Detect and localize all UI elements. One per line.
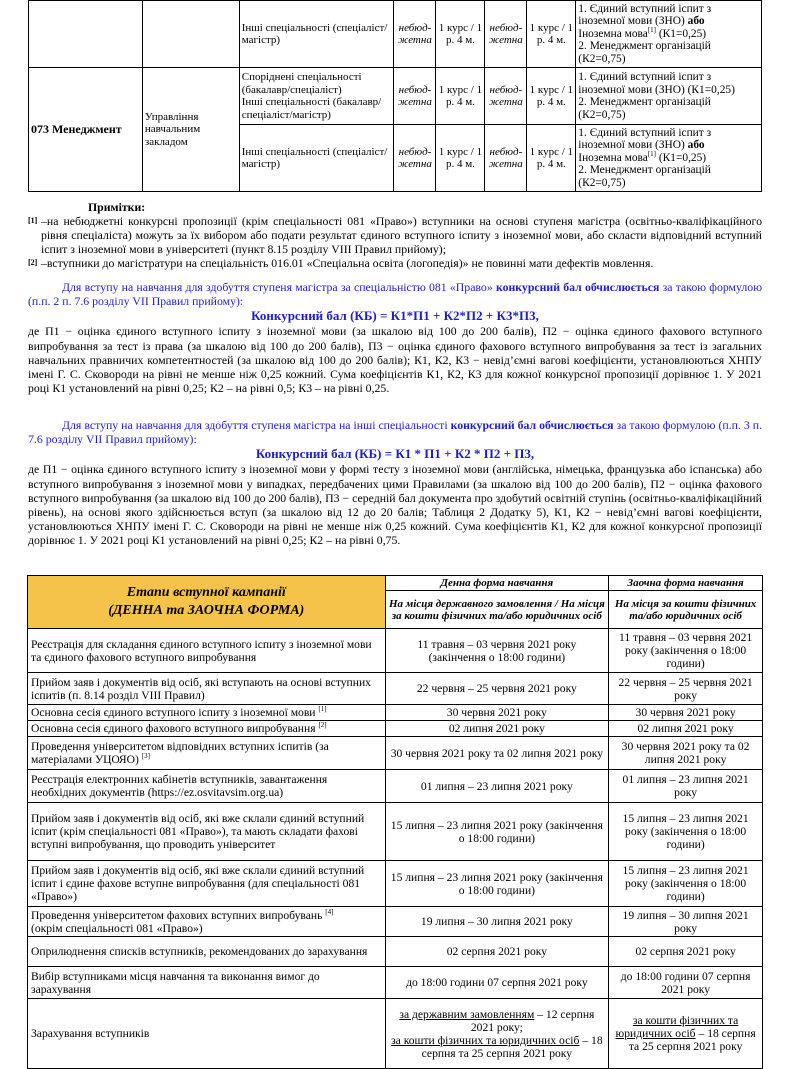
extramural-date — [609, 999, 763, 1069]
enroll-date: – 18 серпня та 25 серпня 2021 року — [421, 1033, 603, 1060]
req-text: 2. Менеджмент організацій (К2=0,75) — [578, 40, 711, 65]
stage-text: Проведення університетом фахових вступних випробувань — [31, 908, 326, 922]
empty-cell — [29, 1, 143, 68]
formula-description: де П1 − оцінка єдиного вступного іспиту з іноземної мови (за шкалою від 100 до 200 балів), П2 − оцінка єдиного фахового вступного випробування за тест із права (за шкалою від 100 до 200 балів), П3 − оцінка єдиного фахового вступного випробування за тест із загальних навчальних правничих компетентностей (за шкалою від 100 до 200 балів); К1, К2, К3 − невід’ємні вагові коефіцієнти, установлюються ХНПУ імені Г. С. Сковороди на рівні не менше ніж 0,25 кожний. Сума коефіцієнтів К1, К2, К3 для кожної конкурсної пропозиції дорівнює 1. У 2021 році К1 установлений на рівні 0,25; К2 – на рівні 0,5; К3 – на рівні 0,25. — [28, 324, 762, 396]
enroll-state: за державним замовленням — [399, 1007, 535, 1021]
extramural-date: 15 липня – 23 липня 2021 року (закінчення о 18:00 години) — [609, 861, 763, 907]
formula-description: де П1 − оцінка єдиного вступного іспиту з іноземної мови у формі тесту з іноземної мови (англійська, німецька, французька або іспанська) або вступного випробування з іноземної мови у випадках, передбачених цими Правилами (за шкалою від 100 до 200 балів), П2 − оцінка фахового вступного випробування (за шкалою від 100 до 200 балів), П3 − середній бал документа про здобутий освітній ступінь (освітньо-кваліфікаційний рівень), на основі якого здійснюється вступ (за шкалою від 12 до 20 балів; Таблиця 2 Додатку 5), К1, К2 − невід’ємні вагові коефіцієнти, установлюються ХНПУ імені Г. С. Сковороди на рівні не менше ніж 0,25 кожний. Сума коефіцієнтів К1, К2 для кожної конкурсної пропозиції дорівнює 1. У 2021 році К1 установлений на рівні 0,25; К2 – на рівні 0,75. — [28, 462, 762, 548]
table-row — [28, 629, 763, 673]
req-alt: Іноземна мова — [578, 151, 648, 164]
program-cell: Інші спеціальності (спеціаліст/магістр) — [239, 1, 394, 68]
requirements-cell — [576, 125, 762, 192]
empty-cell — [142, 1, 239, 68]
req-coef: (К1=0,25) — [656, 27, 707, 40]
day-date: 15 липня – 23 липня 2021 року (закінчення о 18:00 години) — [385, 861, 609, 907]
stage-label: Вибір вступниками місця навчання та виконання вимог до зарахування — [28, 967, 386, 999]
schedule-header-row — [28, 576, 763, 591]
program-cell: Інші спеціальності (спеціаліст/магістр) — [239, 125, 394, 192]
table-row — [28, 803, 763, 861]
requirements-cell — [576, 1, 762, 68]
req-text: 1. Єдиний вступний іспит з іноземної мови (ЗНО) (К1=0,25) — [578, 71, 735, 96]
notes-title: Примітки: — [88, 200, 146, 214]
formula-line: Конкурсний бал (КБ) = К1 * П1 + К2 * П2 + П3, — [255, 446, 535, 462]
budget-cell: небюд-жетна — [394, 125, 436, 192]
enroll-date: – 12 серпня 2021 року; — [470, 1007, 595, 1034]
enroll-private: за кошти фізичних та юридичних осіб — [615, 1014, 739, 1040]
admission-table — [28, 0, 762, 192]
table-row — [28, 937, 763, 967]
formula-section-other — [28, 418, 762, 548]
stage-label — [28, 737, 386, 770]
note-mark: [1] — [28, 216, 38, 225]
formula-intro — [28, 280, 762, 308]
footnote-ref: [2] — [318, 721, 327, 730]
enroll-private: за кошти фізичних та юридичних осіб — [391, 1033, 580, 1047]
intro-text: Для вступу на навчання для здобуття ступеня магістра за спеціальністю 081 «Право» — [62, 280, 493, 294]
stage-label: Реєстрація для складання єдиного вступного іспиту з іноземної мови та єдиного фахового вступного випробування — [28, 629, 386, 673]
notes-section — [28, 200, 762, 270]
term-cell: 1 курс / 1 р. 4 м. — [527, 125, 576, 192]
term-cell: 1 курс / 1 р. 4 м. — [436, 68, 485, 125]
budget-cell: небюд-жетна — [485, 125, 527, 192]
req-text: 1. Єдиний вступний іспит з іноземної мови (ЗНО) — [578, 126, 712, 152]
intro-text: за такою формулою (п.п. 3 п. 7.6 розділу VII Правил прийому): — [28, 418, 763, 447]
day-date: 15 липня – 23 липня 2021 року (закінчення о 18:00 години) — [385, 803, 609, 861]
req-coef: (К1=0,25) — [656, 151, 707, 164]
note-text: –на небюджетні конкурсні пропозиції (крім спеціальності 081 «Право») вступники на основі ступеня магістра (освітньо-кваліфікаційного рівня спеціаліста) можуть за їх вибором або подати результат єдиного вступного іспиту з іноземної мови, або скласти відповідний вступний іспит з іноземної мови в університеті (пункт 8.15 розділу VIII Правил прийому); — [41, 214, 762, 256]
stage-text: Основна сесія єдиного вступного іспиту з іноземної мови — [31, 706, 319, 719]
program-cell — [239, 68, 394, 125]
col-subheader-extramural: На місця за кошти фізичних та/або юридичних осіб — [609, 591, 763, 629]
intro-text: Для вступу на навчання для здобуття ступеня магістра на інші спеціальності — [62, 418, 448, 432]
program-name-cell: Управління навчальним закладом — [142, 68, 239, 192]
extramural-date: 11 травня – 03 червня 2021 року (закінчення о 18:00 години) — [609, 629, 763, 673]
budget-cell: небюд-жетна — [485, 68, 527, 125]
schedule-title: Етапи вступної кампанії — [126, 585, 286, 600]
intro-text: за такою формулою (п.п. 2 п. 7.6 розділу VII Правил прийому): — [28, 280, 763, 309]
schedule-table — [27, 575, 763, 1069]
footnote-ref: [1] — [647, 25, 657, 34]
req-text: 2. Менеджмент організацій (К2=0,75) — [578, 96, 711, 121]
stage-label: Прийом заяв і документів від осіб, які вже склали єдиний вступний іспит і єдине фахове вступне випробування (для спеціальності 081 «Право») — [28, 861, 386, 907]
col-header-day: Денна форма навчання — [385, 576, 609, 591]
extramural-date: 02 липня 2021 року — [609, 721, 763, 737]
table-row — [28, 861, 763, 907]
day-date: 22 червня – 25 червня 2021 року — [385, 673, 609, 705]
specialty-cell: 073 Менеджмент — [29, 68, 143, 192]
budget-cell: небюд-жетна — [394, 1, 436, 68]
stage-label — [28, 705, 386, 721]
schedule-title-cell — [28, 576, 386, 629]
day-date: 02 серпня 2021 року — [385, 937, 609, 967]
footnote-ref: [1] — [647, 149, 657, 158]
term-cell: 1 курс / 1 р. 4 м. — [436, 1, 485, 68]
table-row — [28, 999, 763, 1069]
req-text: 1. Єдиний вступний іспит з іноземної мови (ЗНО) — [578, 2, 712, 28]
term-cell: 1 курс / 1 р. 4 м. — [436, 125, 485, 192]
formula-intro — [28, 418, 762, 446]
schedule-subtitle: (ДЕННА та ЗАОЧНА ФОРМА) — [108, 603, 305, 618]
day-date: 11 травня – 03 червня 2021 року (закінчення о 18:00 години) — [385, 629, 609, 673]
table-row — [28, 705, 763, 721]
note-item — [28, 214, 762, 256]
table-row — [28, 721, 763, 737]
extramural-date: до 18:00 години 07 серпня 2021 року — [609, 967, 763, 999]
extramural-date: 15 липня – 23 липня 2021 року (закінчення о 18:00 години) — [609, 803, 763, 861]
intro-bold: конкурсний бал обчислюється — [495, 280, 660, 294]
table-row — [28, 737, 763, 770]
budget-cell: небюд-жетна — [485, 1, 527, 68]
table-row — [28, 907, 763, 937]
budget-cell: небюд-жетна — [394, 68, 436, 125]
note-item — [28, 256, 762, 270]
day-date: 02 липня 2021 року — [385, 721, 609, 737]
stage-text: Проведення університетом відповідних вступних іспитів (за матеріалами УЦОЯО) — [31, 740, 329, 766]
stage-text: Основна сесія єдиного фахового вступного випробування — [31, 722, 319, 735]
table-row — [28, 673, 763, 705]
col-subheader-day: На місця державного замовлення / На місця за кошти фізичних та/або юридичних осіб — [385, 591, 609, 629]
intro-bold: конкурсний бал обчислюється — [450, 418, 614, 432]
day-date: 01 липня – 23 липня 2021 року — [385, 770, 609, 803]
stage-label: Оприлюднення списків вступників, рекомендованих до зарахування — [28, 937, 386, 967]
program-line: Споріднені спеціальності (бакалавр/спеціаліст) — [241, 71, 362, 96]
extramural-date: 02 серпня 2021 року — [609, 937, 763, 967]
table-row — [28, 967, 763, 999]
stage-label — [28, 721, 386, 737]
col-header-extramural: Заочна форма навчання — [609, 576, 763, 591]
day-date: до 18:00 години 07 серпня 2021 року — [385, 967, 609, 999]
note-text: –вступники до магістратури на спеціальність 016.01 «Спеціальна освіта (логопедія)» не повинні мати дефектів мовлення. — [41, 256, 654, 270]
extramural-date: 30 червня 2021 року — [609, 705, 763, 721]
program-line: Інші спеціальності (бакалавр/спеціаліст/магістр) — [241, 96, 382, 121]
extramural-date: 19 липня – 30 липня 2021 року — [609, 907, 763, 937]
req-alt: Іноземна мова — [578, 27, 648, 40]
day-date: 30 червня 2021 року — [385, 705, 609, 721]
req-or: або — [687, 15, 705, 28]
footnote-ref: [3] — [141, 752, 150, 761]
stage-label — [28, 907, 386, 937]
footnote-ref: [4] — [325, 907, 334, 916]
req-text: 2. Менеджмент організацій (К2=0,75) — [578, 164, 711, 189]
footnote-ref: [1] — [318, 705, 327, 714]
term-cell: 1 курс / 1 р. 4 м. — [527, 1, 576, 68]
day-date: 19 липня – 30 липня 2021 року — [385, 907, 609, 937]
stage-label: Прийом заяв і документів від осіб, які вже склали єдиний вступний іспит (крім спеціальності 081 «Право»), та мають складати фахові вступні випробування, що проводить університет — [28, 803, 386, 861]
term-cell: 1 курс / 1 р. 4 м. — [527, 68, 576, 125]
day-date: 30 червня 2021 року та 02 липня 2021 року — [385, 737, 609, 770]
formula-line: Конкурсний бал (КБ) = К1*П1 + К2*П2 + К3*П3, — [251, 308, 539, 324]
extramural-date: 30 червня 2021 року та 02 липня 2021 року — [609, 737, 763, 770]
stage-label: Реєстрація електронних кабінетів вступників, завантаження необхідних документів (https://ez.osvitavsim.org.ua) — [28, 770, 386, 803]
req-or: або — [687, 139, 705, 152]
formula-section-law — [28, 280, 762, 395]
extramural-date: 01 липня – 23 липня 2021 року — [609, 770, 763, 803]
requirements-cell — [576, 68, 762, 125]
stage-label: Прийом заяв і документів від осіб, які вступають на основі вступних іспитів (п. 8.14 розділ VIII Правил) — [28, 673, 386, 705]
note-mark: [2] — [28, 258, 38, 267]
table-row — [29, 1, 762, 68]
enroll-date: – 18 серпня та 25 серпня 2021 року — [628, 1027, 756, 1053]
day-date — [385, 999, 609, 1069]
table-row — [29, 68, 762, 125]
stage-label: Зарахування вступників — [28, 999, 386, 1069]
table-row — [28, 770, 763, 803]
extramural-date: 22 червня – 25 червня 2021 року — [609, 673, 763, 705]
stage-text: (окрім спеціальності 081 «Право») — [31, 921, 203, 935]
